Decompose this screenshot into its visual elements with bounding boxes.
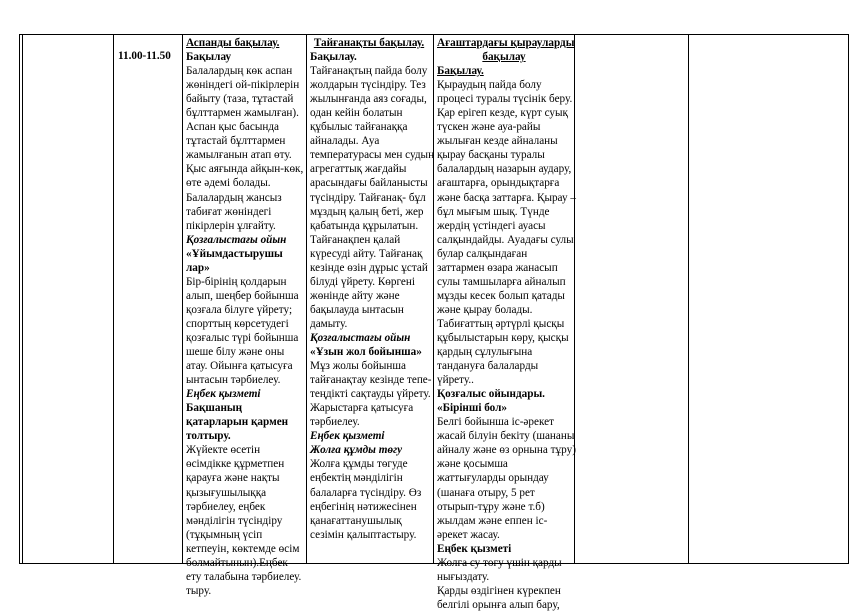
text-line: болмайтынын).Еңбек <box>186 556 288 569</box>
sky-observation-title: Аспанды бақылау. <box>186 37 280 49</box>
text-line: «Ұйымдастырушы <box>186 247 283 260</box>
text-line: Бақылау. <box>310 51 357 64</box>
text-line: бұл мығым шық. Түнде <box>437 205 550 218</box>
text-line: тәрбиелеу. <box>310 416 360 429</box>
text-line: пікірлерін ұлғайту. <box>186 219 276 232</box>
frost-observation-title-2: бақылау <box>482 51 526 64</box>
text-line: жолдарын түсіндіру. Тез <box>310 79 426 92</box>
text-line: Белгі бойынша іс-әрекет <box>437 416 554 429</box>
text-line: тәрбиелеу, еңбек <box>186 500 266 513</box>
text-line: өсімдікке құрметпен <box>186 458 285 471</box>
text-line: жылдам және еппен іс- <box>437 514 548 527</box>
text-line: еңбектің мәнділігін <box>310 472 403 485</box>
text-line: Мұз жолы бойынша <box>310 360 406 373</box>
text-line: «Бірінші бол» <box>437 402 507 415</box>
text-line: Қозғалыс ойындары. <box>437 388 545 401</box>
text-line: лар» <box>186 261 210 274</box>
text-line: жөнінде айту және <box>310 289 400 302</box>
text-line: мұзды кесек болып қатады <box>437 289 565 302</box>
text-line: Еңбек қызметі <box>437 542 512 555</box>
text-line: белгілі орынға алып бару, <box>437 598 560 611</box>
text-line: айналу және өз орнына тұру) <box>437 444 576 457</box>
text-line: табиғат жөніндегі <box>186 205 272 218</box>
text-line: балаларға түсіндіру. Өз <box>310 486 422 499</box>
text-line: теңдікті сақтауды үйрету. <box>310 388 431 401</box>
text-line: булар салқындаған <box>437 247 528 260</box>
text-line: жылынғанда аяз соғады, <box>310 93 427 106</box>
text-line: Аспан қыс басында <box>186 121 280 134</box>
sky-observation-cell <box>186 36 303 598</box>
text-line: тұтастай бұлттармен <box>186 135 286 148</box>
text-line: Қар ерігеп кезде, күрт суық <box>437 107 568 120</box>
text-line: (тұқымның үсіп <box>186 528 263 541</box>
col-border-8 <box>848 34 849 564</box>
text-line: білуді үйрету. Көргені <box>310 275 415 288</box>
text-line: Қозғалыстағы ойын <box>186 233 287 246</box>
text-line: қатарларын қармен <box>186 416 289 429</box>
text-line: толтыру. <box>186 430 231 443</box>
text-line: Қарды өздігінен күрекпен <box>437 584 561 597</box>
text-line: еңбегінің нәтижесінен <box>310 500 417 513</box>
text-line: мәнділігін түсіндіру <box>186 514 283 527</box>
text-line: кезінде өзін дұрыс ұстай <box>310 261 428 274</box>
text-line: түскен және ауа-райы <box>437 121 541 134</box>
text-line: қозғалыс түрі бойынша <box>186 331 299 344</box>
text-line: сулы тамшыларға айналып <box>437 275 566 288</box>
text-line: Жолға құмды төгуде <box>310 458 408 471</box>
text-line: Табиғаттың әртүрлі қысқы <box>437 317 565 330</box>
text-line: жасай білуін бекіту (шананы <box>437 430 575 443</box>
text-line: одан кейін болатын <box>310 107 403 120</box>
text-line: процесі туралы түсінік беру. <box>437 93 573 106</box>
col-border-2 <box>113 34 114 564</box>
text-line: дамыту. <box>310 317 348 330</box>
text-line: Бақшаның <box>186 402 243 415</box>
ice-observation-cell <box>310 36 434 542</box>
text-line: жөніндегі ой-пікірлерін <box>186 79 300 92</box>
text-line: қанағаттанушылық <box>310 514 402 527</box>
text-line: үйрету.. <box>437 374 474 387</box>
col-border-3 <box>182 34 183 564</box>
text-line: Еңбек қызметі <box>310 430 385 443</box>
text-line: қырау басқаны туралы <box>437 149 545 162</box>
text-line: айналады. Ауа <box>310 135 380 148</box>
col-border-0 <box>19 34 20 564</box>
text-line: ынтасын тәрбиелеу. <box>186 374 281 387</box>
text-line: бақылауда ынтасын <box>310 303 404 316</box>
text-line: заттармен өзара жанасып <box>437 261 558 274</box>
text-line: (шанаға отыру, 5 рет <box>437 486 535 499</box>
text-line: жамылғанын атап өту. <box>186 149 292 162</box>
text-line: спорттың көрсетудегі <box>186 317 289 330</box>
text-line: тыру. <box>186 584 212 597</box>
text-line: Бір-бірінің қолдарын <box>186 275 287 288</box>
frost-observation-title: Ағаштардағы қырауларды <box>437 37 575 49</box>
text-line: температурасы мен судың <box>310 149 435 162</box>
text-line: құбылыстарын көру, қысқы <box>437 331 569 344</box>
text-line: қабатында құрылатын. <box>310 219 419 232</box>
col-border-7 <box>688 34 689 564</box>
text-line: тайғанақтау кезінде тепе- <box>310 374 432 387</box>
text-line: жылыған кезде айналаны <box>437 135 558 148</box>
text-line: Тайғанақпен қалай <box>310 233 401 246</box>
text-line: сезімін қалыптастыру. <box>310 528 417 541</box>
text-line: салқындайды. Ауадағы сулы <box>437 233 574 246</box>
text-line: әрекет жасау. <box>437 528 500 541</box>
text-line: нығыздату. <box>437 570 490 583</box>
text-line: қарауға және нақты <box>186 472 280 485</box>
text-line: және басқа заттарға. Қырау – <box>437 191 576 204</box>
text-line: және қырау болады. <box>437 303 533 316</box>
text-line: құбылыс тайғанаққа <box>310 121 408 134</box>
text-line: «Ұзын жол бойынша» <box>310 346 422 359</box>
text-line: өте әдемі болады. <box>186 177 271 190</box>
text-line: Еңбек қызметі <box>186 388 261 401</box>
text-line: тандануға балаларды <box>437 360 539 373</box>
text-line: Балалардың көк аспан <box>186 65 293 78</box>
text-line: Қыс аяғында айқын-көк, <box>186 163 304 176</box>
text-line: Жүйекте өсетін <box>186 444 261 457</box>
text-line: жаттығуларды орындау <box>437 472 549 485</box>
text-line: атау. Ойынға қатысуға <box>186 360 293 373</box>
text-line: арасындағы байланысты <box>310 177 428 190</box>
text-line: түсіндіру. Тайғанақ- бұл <box>310 191 426 204</box>
text-line: Жолға су төгу үшін қарды <box>437 556 562 569</box>
text-line: Жолға құмды төгу <box>310 444 403 457</box>
text-line: кетпеуін, көктемде өсім <box>186 542 300 555</box>
text-line: мұздың қалың беті, жер <box>310 205 424 218</box>
text-line: қызығушылыққа <box>186 486 267 499</box>
text-line: қардың сұлулығына <box>437 346 533 359</box>
col-border-1 <box>22 34 23 564</box>
text-line: балалардың назарын аудару, <box>437 163 572 176</box>
text-line: Қозғалыстағы ойын <box>310 331 411 344</box>
text-line: шеше білу және оны <box>186 346 285 359</box>
text-line: Қыраудың пайда болу <box>437 79 542 92</box>
ice-observation-title: Тайғанақты бақылау. <box>313 37 425 49</box>
text-line: Бақылау. <box>437 65 484 78</box>
text-line: ағаштарға, орындықтарға <box>437 177 560 190</box>
text-line: отырып-тұру және т.б) <box>437 500 545 513</box>
text-line: Балалардың жансыз <box>186 191 282 204</box>
text-line: ету талабына тәрбиелеу. <box>186 570 302 583</box>
text-line: бұлттармен жамылған). <box>186 107 299 120</box>
text-line: Жарыстарға қатысуға <box>310 402 414 415</box>
time-cell: 11.00-11.50 <box>118 50 171 62</box>
text-line: және қосымша <box>437 458 508 471</box>
text-line: жердің үстіндегі ауасы <box>437 219 546 232</box>
text-line: алып, шеңбер бойынша <box>186 289 299 302</box>
frost-observation-cell <box>437 36 576 612</box>
text-line: күресуді айту. Тайғанақ <box>310 247 423 260</box>
text-line: қозғала білуге үйрету; <box>186 303 293 316</box>
col-border-4 <box>306 34 307 564</box>
text-line: агрегаттық жағдайы <box>310 163 407 176</box>
text-line: Бақылау <box>186 51 232 64</box>
text-line: байыту (таза, тұтастай <box>186 93 294 106</box>
text-line: Тайғанақтың пайда болу <box>310 65 428 78</box>
